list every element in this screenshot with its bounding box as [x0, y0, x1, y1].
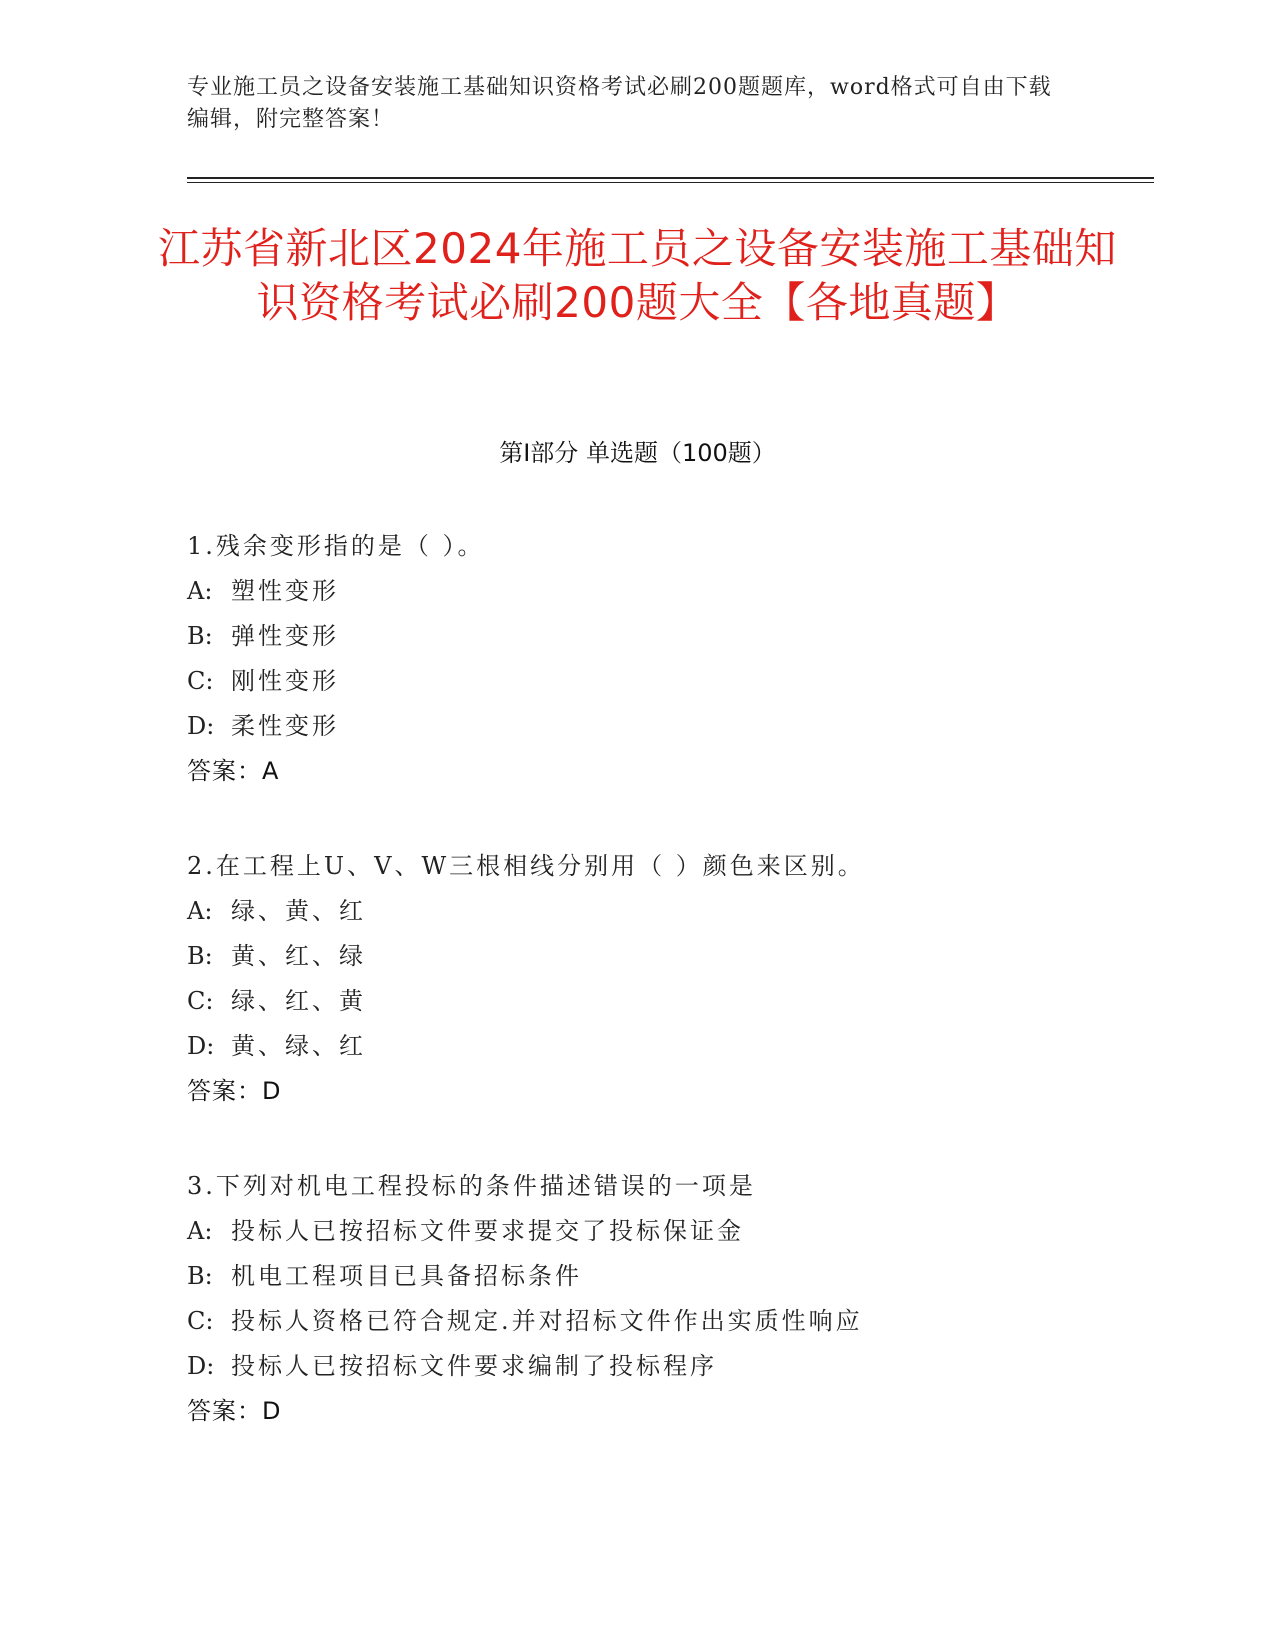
option-text: 投标人已按招标文件要求提交了投标保证金	[231, 1217, 744, 1245]
question-1	[187, 531, 1137, 801]
option-label: D:	[187, 712, 215, 740]
option-label: C:	[187, 1307, 214, 1335]
question-2	[187, 851, 1137, 1121]
option-label: A:	[187, 1217, 213, 1245]
option-c	[187, 666, 1137, 711]
option-d	[187, 1031, 1137, 1076]
option-text: 绿、黄、红	[231, 897, 366, 925]
option-text: 黄、红、绿	[231, 942, 366, 970]
section-title: 第Ⅰ部分 单选题（100题）	[499, 439, 776, 467]
option-text: 绿、红、黄	[231, 987, 366, 1015]
option-c	[187, 986, 1137, 1031]
header-divider-thick	[187, 177, 1154, 179]
option-b	[187, 941, 1137, 986]
header-note: 专业施工员之设备安装施工基础知识资格考试必刷200题题库，word格式可自由下载编辑，附完整答案！	[187, 75, 1052, 132]
header-divider-thin	[187, 182, 1154, 183]
question-stem: 1.残余变形指的是（ ）。	[187, 532, 485, 560]
option-label: B:	[187, 1262, 213, 1290]
option-c	[187, 1306, 1137, 1351]
option-text: 弹性变形	[231, 622, 339, 650]
option-text: 机电工程项目已具备招标条件	[231, 1262, 582, 1290]
option-label: C:	[187, 667, 214, 695]
answer: 答案：A	[187, 757, 280, 785]
option-text: 塑性变形	[231, 577, 339, 605]
option-label: A:	[187, 897, 213, 925]
option-label: D:	[187, 1032, 215, 1060]
question-stem: 3.下列对机电工程投标的条件描述错误的一项是	[187, 1172, 756, 1200]
answer: 答案：D	[187, 1077, 282, 1105]
option-a	[187, 896, 1137, 941]
option-b	[187, 621, 1137, 666]
answer: 答案：D	[187, 1397, 282, 1425]
option-b	[187, 1261, 1137, 1306]
option-d	[187, 711, 1137, 756]
question-stem: 2.在工程上U、V、W三根相线分别用（ ）颜色来区别。	[187, 852, 865, 880]
option-label: A:	[187, 577, 213, 605]
option-text: 投标人已按招标文件要求编制了投标程序	[231, 1352, 717, 1380]
option-label: B:	[187, 622, 213, 650]
option-text: 刚性变形	[231, 667, 339, 695]
option-text: 柔性变形	[231, 712, 339, 740]
option-a	[187, 1216, 1137, 1261]
question-3	[187, 1171, 1137, 1441]
option-text: 投标人资格已符合规定.并对招标文件作出实质性响应	[231, 1307, 863, 1335]
option-label: D:	[187, 1352, 215, 1380]
option-a	[187, 576, 1137, 621]
option-text: 黄、绿、红	[231, 1032, 366, 1060]
option-d	[187, 1351, 1137, 1396]
option-label: C:	[187, 987, 214, 1015]
document-title: 江苏省新北区2024年施工员之设备安装施工基础知识资格考试必刷200题大全【各地真题】	[158, 224, 1117, 327]
option-label: B:	[187, 942, 213, 970]
